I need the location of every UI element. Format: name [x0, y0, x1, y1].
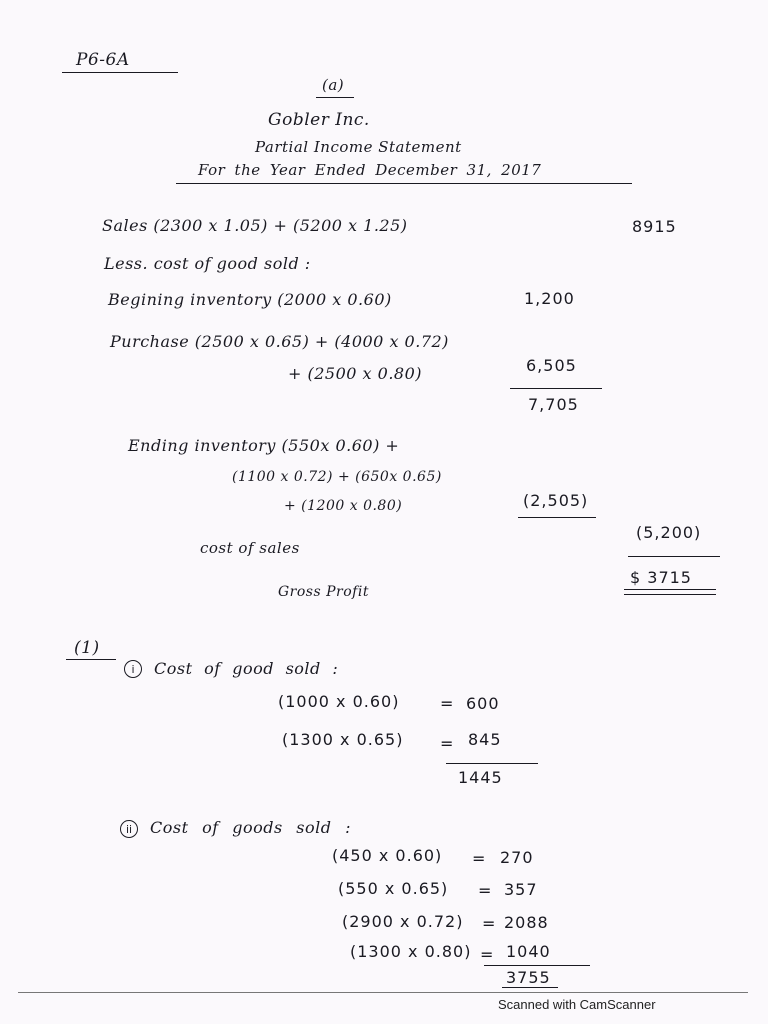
ending-inventory-line1: Ending inventory (550x 0.60) +: [128, 436, 400, 455]
purchase-label-line1: Purchase (2500 x 0.65) + (4000 x 0.72): [110, 332, 449, 351]
calc-line: (1000 x 0.60): [278, 692, 400, 711]
subtotal-rule: [628, 556, 720, 557]
divider: [176, 183, 632, 184]
part-i-heading: Cost of good sold :: [154, 659, 339, 678]
gross-profit-value: $ 3715: [630, 568, 692, 587]
divider: [66, 659, 116, 660]
calc-result: 270: [500, 848, 534, 867]
ending-inventory-value: (2,505): [523, 491, 589, 510]
subtotal-rule: [510, 388, 602, 389]
equals-sign: =: [478, 881, 493, 900]
ending-inventory-line3: + (1200 x 0.80): [284, 498, 403, 514]
total-double-rule-top: [624, 589, 716, 590]
part-ii-heading: Cost of goods sold :: [150, 818, 351, 837]
calc-result: 600: [466, 694, 500, 713]
sales-value: 8915: [632, 217, 677, 236]
divider: [62, 72, 178, 73]
roman-ii-marker: ii: [120, 820, 138, 838]
equals-sign: =: [480, 945, 495, 964]
ending-inventory-line2: (1100 x 0.72) + (650x 0.65): [232, 469, 442, 485]
scanner-watermark: Scanned with CamScanner: [498, 997, 656, 1012]
divider: [316, 97, 354, 98]
goods-available-value: 7,705: [528, 395, 579, 414]
purchase-label-line2: + (2500 x 0.80): [288, 364, 423, 383]
calc-result: 1040: [506, 942, 551, 961]
calc-line: (1300 x 0.80): [350, 942, 472, 961]
equals-sign: =: [440, 694, 455, 713]
beginning-inventory-value: 1,200: [524, 289, 575, 308]
part-ii-total: 3755: [506, 968, 551, 987]
calc-line: (1300 x 0.65): [282, 730, 404, 749]
calc-line: (450 x 0.60): [332, 846, 443, 865]
company-name: Gobler Inc.: [268, 110, 370, 130]
sales-label: Sales (2300 x 1.05) + (5200 x 1.25): [102, 216, 408, 235]
part-1-label: (1): [74, 638, 100, 658]
gross-profit-label: Gross Profit: [278, 584, 369, 600]
equals-sign: =: [440, 734, 455, 753]
statement-title: Partial Income Statement: [255, 138, 462, 156]
less-cogs-label: Less. cost of good sold :: [104, 254, 311, 273]
calc-line: (2900 x 0.72): [342, 912, 464, 931]
statement-period: For the Year Ended December 31, 2017: [198, 161, 542, 179]
calc-result: 2088: [504, 913, 549, 932]
total-rule: [484, 965, 590, 966]
beginning-inventory-label: Begining inventory (2000 x 0.60): [108, 290, 392, 309]
roman-i-marker: i: [124, 660, 142, 678]
part-i-total: 1445: [458, 768, 503, 787]
total-double-rule-bottom: [624, 594, 716, 595]
part-a-label: (a): [322, 76, 345, 94]
calc-line: (550 x 0.65): [338, 879, 449, 898]
subtotal-rule: [518, 517, 596, 518]
cost-of-sales-value: (5,200): [636, 523, 702, 542]
page-bottom-edge: [18, 992, 748, 993]
problem-reference: P6-6A: [76, 50, 130, 70]
total-rule: [446, 763, 538, 764]
calc-result: 357: [504, 880, 538, 899]
calc-result: 845: [468, 730, 502, 749]
equals-sign: =: [472, 849, 487, 868]
total-underline: [502, 987, 558, 988]
purchase-value: 6,505: [526, 356, 577, 375]
equals-sign: =: [482, 914, 497, 933]
cost-of-sales-label: cost of sales: [200, 539, 300, 557]
